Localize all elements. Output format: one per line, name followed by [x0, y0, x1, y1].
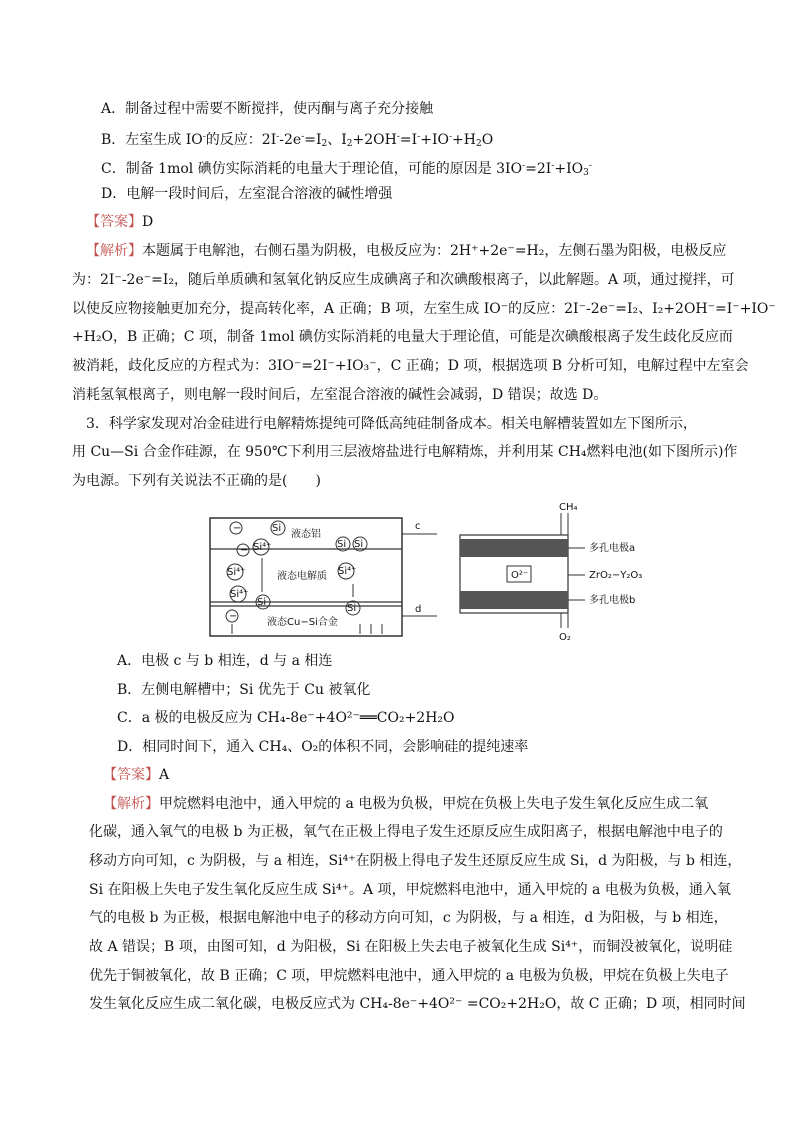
- svg-text:Si: Si: [354, 539, 364, 550]
- q3-option-c: C．a 极的电极反应为 CH₄-8e⁻+4O²⁻══CO₂+2H₂O: [117, 710, 455, 726]
- svg-text:Si⁴⁺: Si⁴⁺: [338, 566, 357, 577]
- q2-option-b: B．左室生成 IO-的反应：$2I^--2e^-=I_2$、$I_2+2OH^-=I^-+IO^-+H_2O$: [101, 132, 494, 149]
- answer-value: D: [142, 214, 154, 230]
- gas-ch4-label: CH₄: [559, 502, 578, 513]
- porous-electrode-a: [460, 539, 568, 557]
- answer-label: 【答案】: [86, 214, 142, 230]
- q3-stem-line-2: 为电源。下列有关说法不正确的是( ): [72, 473, 321, 489]
- oxide-ion-label: O²⁻: [511, 570, 529, 581]
- fuel-cell-diagram: [455, 500, 695, 642]
- si4-ion-particle: [230, 586, 248, 602]
- q3-option-d: D．相同时间下，通入 CH₄、O₂的体积不同，会影响硅的提纯速率: [117, 739, 529, 755]
- svg-text:Si⁴⁺: Si⁴⁺: [253, 542, 272, 553]
- q3-analysis-line-5: 故 A 错误；B 项，由图可知，d 为阳极，Si 在阳极上失去电子被氧化生成 Si⁴⁺，而铜没被氧化，说明硅: [89, 939, 733, 955]
- svg-text:−: −: [229, 611, 238, 622]
- q2-analysis-line-1: 为：2I⁻-2e⁻=I₂，随后单质碘和氢氧化钠反应生成碘离子和次碘酸根离子，以此解题。A 项，通过搅拌，可: [72, 272, 735, 288]
- si4-ion-particle: [227, 564, 245, 580]
- svg-text:Si: Si: [347, 603, 357, 614]
- q2-option-d: D．电解一段时间后，左室混合溶液的碱性增强: [101, 186, 393, 202]
- gas-o2-label: O₂: [559, 632, 571, 642]
- q3-analysis-line-1: 化碳，通入氧气的电极 b 为正极，氧气在正极上得电子发生还原反应生成阳离子，根据电解池中电子的: [89, 824, 723, 840]
- svg-text:Si: Si: [272, 523, 282, 534]
- porous-electrode-b-label: 多孔电极b: [589, 595, 636, 606]
- q2-analysis-line-0: 【解析】本题属于电解池，右侧石墨为阴极，电极反应为：2H⁺+2e⁻=H₂，左侧石墨为阳极，电极反应: [86, 243, 727, 259]
- q2-option-a: A．制备过程中需要不断搅拌，使丙酮与离子充分接触: [101, 101, 434, 117]
- q3-option-b: B．左侧电解槽中；Si 优先于 Cu 被氧化: [117, 682, 371, 698]
- q2-analysis-line-2: 以使反应物接触更加充分，提高转化率，A 正确；B 项，左室生成 IO⁻的反应：2I⁻-2e⁻=I₂、I₂+2OH⁻=I⁻+IO⁻: [72, 301, 776, 317]
- electrolysis-cell-diagram: [205, 512, 445, 642]
- layer-liquid-aluminum: 液态铝: [291, 529, 321, 540]
- q2-answer: [86, 212, 153, 232]
- si-particle: [336, 537, 350, 551]
- electron-particle: [226, 610, 238, 622]
- si4-ion-particle: [338, 563, 356, 579]
- q3-analysis-line-7: 发生氧化反应生成二氧化碳，电极反应式为 CH₄-8e⁻+4O²⁻ =CO₂+2H₂O，故 C 正确；D 项，相同时间: [89, 996, 746, 1012]
- si-particle: [271, 521, 285, 535]
- svg-text:Si: Si: [257, 597, 267, 608]
- q3-option-a: A．电极 c 与 b 相连，d 与 a 相连: [117, 653, 333, 669]
- electrode-d-label: d: [415, 604, 422, 615]
- electrolyte-label: ZrO₂−Y₂O₃: [589, 570, 643, 581]
- q3-analysis-line-6: 优先于铜被氧化，故 B 正确；C 项，甲烷燃料电池中，通入甲烷的 a 电极为负极，甲烷在负极上失电子: [89, 968, 729, 984]
- si4-ion-particle: [253, 539, 271, 555]
- q3-answer: [103, 765, 169, 785]
- q3-analysis-line-2: 移动方向可知，c 为阴极，与 a 相连，Si⁴⁺在阴极上得电子发生还原反应生成 Si，d 为阳极，与 b 相连，: [89, 853, 742, 869]
- electron-particle: [230, 522, 242, 534]
- q3-analysis-line-3: Si 在阳极上失电子发生氧化反应生成 Si⁴⁺。A 项，甲烷燃料电池中，通入甲烷的 a 电极为负极，通入氧: [89, 882, 731, 898]
- si-particle: [346, 601, 360, 615]
- svg-text:Si⁴⁺: Si⁴⁺: [227, 567, 246, 578]
- analysis-label: 【解析】: [86, 243, 142, 259]
- svg-text:−: −: [240, 545, 249, 556]
- porous-electrode-b: [460, 591, 568, 609]
- electrode-c-label: c: [415, 521, 421, 532]
- svg-text:−: −: [233, 523, 242, 534]
- q2-analysis-line-3: +H₂O，B 正确；C 项，制备 1mol 碘仿实际消耗的电量大于理论值，可能是次碘酸根离子发生歧化反应而: [72, 329, 733, 345]
- porous-electrode-a-label: 多孔电极a: [589, 543, 636, 554]
- q2-analysis-line-5: 消耗氢氧根离子，则电解一段时间后，左室混合溶液的碱性会减弱，D 错误；故选 D。: [72, 387, 608, 403]
- layer-liquid-electrolyte: 液态电解质: [277, 571, 327, 582]
- si-particle: [353, 537, 367, 551]
- q2-analysis-line-4: 被消耗，歧化反应的方程式为：3IO⁻=2I⁻+IO₃⁻，C 正确；D 项，根据选项 B 分析可知，电解过程中左室会: [72, 358, 749, 374]
- analysis-label: 【解析】: [103, 796, 159, 812]
- electron-particle: [237, 544, 249, 556]
- q3-analysis-line-4: 气的电极 b 为正极，根据电解池中电子的移动方向可知，c 为阴极，与 a 相连，d 为阳极，与 b 相连，: [89, 910, 728, 926]
- q3-analysis-line-0: 【解析】甲烷燃料电池中，通入甲烷的 a 电极为负极，甲烷在负极上失电子发生氧化反应生成二氧: [103, 796, 709, 812]
- svg-text:Si: Si: [337, 539, 347, 550]
- q3-stem-line-1: 用 Cu—Si 合金作硅源，在 950℃下利用三层液熔盐进行电解精炼，并利用某 CH₄燃料电池(如下图所示)作: [72, 444, 738, 460]
- q2-option-c: C．制备 1mol 碘仿实际消耗的电量大于理论值，可能的原因是 $3IO^-=2I^-+IO_3^-$: [101, 161, 592, 178]
- q3-stem-line-0: 3．科学家发现对冶金硅进行电解精炼提纯可降低高纯硅制备成本。相关电解槽装置如左下图所示，: [86, 416, 697, 432]
- answer-value: A: [159, 767, 170, 783]
- svg-text:Si⁴⁺: Si⁴⁺: [230, 589, 249, 600]
- layer-liquid-cu-si-alloy: 液态Cu−Si合金: [267, 617, 338, 628]
- answer-label: 【答案】: [103, 767, 159, 783]
